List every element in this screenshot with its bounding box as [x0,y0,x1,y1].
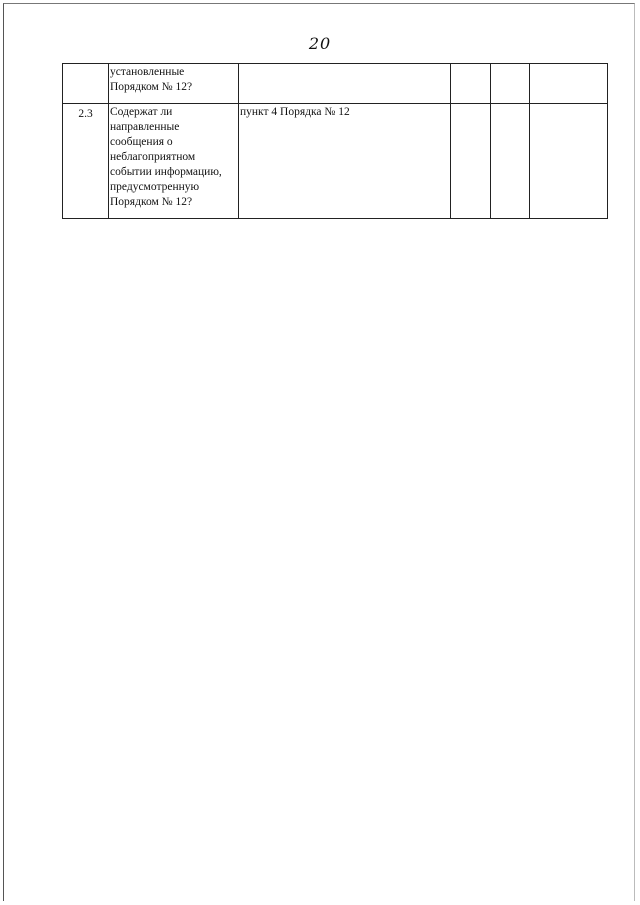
answer-na-cell [530,104,608,219]
table-row [63,104,608,219]
reference-cell [239,64,451,104]
page-number: 20 [308,34,332,53]
question-text: Содержат ли направленные сообщения о неблагоприятном событии информацию, предусмотренную Порядком № 12? [110,106,222,208]
reference-cell: пункт 4 Порядка № 12 [239,104,451,219]
answer-no-cell [491,104,530,219]
answer-no-cell [491,64,530,104]
answer-yes-cell [451,104,491,219]
row-number-cell [63,64,109,104]
checklist-table [62,63,608,219]
row-number-cell: 2.3 [63,104,109,219]
question-cell [109,104,239,219]
table-row [63,64,608,104]
question-text: установленные Порядком № 12? [110,66,193,93]
answer-yes-cell [451,64,491,104]
answer-na-cell [530,64,608,104]
question-cell [109,64,239,104]
